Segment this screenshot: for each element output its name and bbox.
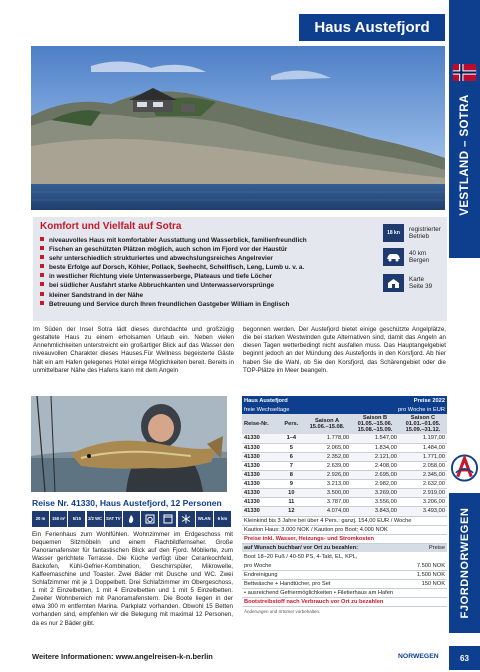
fish-facilities-row: • ausreichend Gefriermöglichkeiten • Filetierhaus am Hafen (242, 589, 447, 598)
table-row: 41330 8 2.926,00 2.695,00 2.345,00 (244, 472, 445, 479)
price-year: Preise 2022 (303, 396, 447, 405)
shop-distance-icon: 6 km (214, 511, 231, 527)
info-label: Karte Seite 39 (409, 276, 433, 290)
table-row: 41330 12 4.074,00 3.843,00 3.493,00 (244, 508, 445, 515)
info-label: 40 km Bergen (409, 250, 430, 264)
col-season-c: Saison C 01.01.–01.05. 15.09.–31.12. (399, 414, 447, 434)
bullet-icon (40, 282, 44, 286)
trip-description: Ein Ferienhaus zum Wohlfühlen. Wohnzimmer im Erdgeschoss mit bequemen Sitzmöbeln und einem Flachbildfernseher. Große Panoramafenster für fantastischen Blick auf den Fjord. Möblierte, zum Wasser gerichtete Terrasse. Die Küche verfügt über Cerankochfeld, Backofen, Kühl-Gefrier-Kombination, Geschirrspüler, Mikrowelle, Kaffeemaschine und Toaster. Zwei Bäder mit Dusche und WC. Zwei Schlafzimmer mit je 1 Doppelbett. Drei Schlafzimmer im Obergeschoss, 1 mit 2 Einzelbetten, 1 mit 4 Einzelbetten und 1 mit 5 Einzelbetten. Zweiter Wohnbereich mit Panoramafenstern. Die Boote liegen in der etwa 300 m entfernten Marina. Parkplatz vorhanden. Obwohl 15 Betten vorhanden sind, empfehlen wir die Belegung mit maximal 12 Personen, da es nur 2 Bäder gibt. (32, 531, 233, 627)
page-number: 63 (449, 646, 480, 670)
extras-header-row: auf Wunsch buchbar/ vor Ort zu bezahlen: Preise (244, 545, 445, 552)
info-map (383, 274, 432, 292)
kids-row: Kleinkind bis 3 Jahre bei über 4 Pers.: ganzj. 154,00 EUR / Woche (242, 516, 447, 525)
info-label: registrierter Betrieb (409, 226, 441, 240)
list-item: Fischen an geschützten Plätzen möglich, auch schon im Fjord vor der Haustür (40, 245, 307, 254)
map-house-icon (383, 274, 404, 292)
brand-sidebar (449, 493, 480, 633)
table-row: 41330 1–4 1.778,00 1.547,00 1.197,00 (244, 435, 445, 442)
table-row: 41330 10 3.500,00 3.269,00 2.919,00 (244, 490, 445, 497)
list-item: in westlicher Richtung viele Unterwasserberge, Plateaus und tiefe Löcher (40, 272, 307, 281)
page-title (299, 14, 445, 41)
table-row: 41330 5 2.065,00 1.834,00 1.484,00 (244, 444, 445, 451)
col-pers: Pers. (280, 414, 304, 434)
page-title-text: Haus Austefjord (314, 19, 430, 36)
feature-title: Komfort und Vielfalt auf Sotra (40, 221, 182, 232)
body-text-col1: Im Süden der Insel Sotra lädt dieses durchdachte und großzügig gestaltete Haus zu einem erholsamen Urlaub ein. Neben vielen Annehmlichkeiten unterstreicht ein großartiger Blick auf das Wasser den niveauvollen Charakter dieses Hauses.Für Wellness begeisterte Gäste hält ein am Hafen gelegenes Hotel einige Möglichkeiten bereit. Bereits in unmittelbarer Nähe des Hafens kann mit dem Angeln (33, 326, 234, 374)
fuel-row: Bootstreibstoff nach Verbrauch vor Ort zu bezahlen (242, 598, 447, 607)
table-header-row (242, 405, 447, 414)
info-registered (383, 224, 441, 242)
list-item: niveauvolles Haus mit komfortabler Ausstattung und Wasserblick, familienfreundlich (40, 236, 307, 245)
bullet-icon (40, 237, 44, 241)
feature-list (40, 236, 307, 309)
bullet-icon (40, 292, 44, 296)
hero-photo (31, 46, 445, 210)
norway-flag-icon (452, 64, 477, 81)
region-sidebar (449, 0, 480, 258)
table-header-row (242, 396, 447, 405)
washing-machine-icon (141, 511, 158, 527)
boat-row: Boot 18–20 Fuß / 40-50 PS, 4-Takt, EL, KPL, (244, 553, 358, 560)
price-unit: pro Woche in EUR (303, 405, 447, 414)
col-nr: Reise-Nr. (242, 414, 280, 434)
fireplace-icon (123, 511, 140, 527)
arrival-days: freie Wechseltage (242, 405, 303, 414)
price-table (242, 396, 447, 616)
trip-title: Reise Nr. 41330, Haus Austefjord, 12 Personen (32, 498, 222, 508)
list-item: kleiner Sandstrand in der Nähe (40, 291, 307, 300)
footer-country: NORWEGEN (398, 653, 439, 660)
bullet-icon (40, 246, 44, 250)
footer-info: Weitere Informationen: www.angelreisen-k-n.berlin (32, 652, 213, 661)
sat-tv-icon: SAT TV (105, 511, 122, 527)
feature-box (33, 217, 447, 321)
bathrooms-icon: 2/2 WC (87, 511, 104, 527)
house-name: Haus Austefjord (242, 396, 303, 405)
price-rows (242, 434, 447, 516)
bullet-icon (40, 301, 44, 305)
bullet-icon (40, 273, 44, 277)
boat-price-row: pro Woche 7.500 NOK (244, 562, 445, 569)
angler-photo (31, 396, 227, 492)
column-header-row (242, 414, 447, 434)
freezer-icon (178, 511, 195, 527)
table-row: 41330 6 2.352,00 2.121,00 1.771,00 (244, 453, 445, 460)
col-season-a: Saison A 15.06.–15.08. (303, 414, 351, 434)
list-item: bei südlicher Ausfahrt starke Abbruchkanten und Unterwasservorsprünge (40, 281, 307, 290)
registered-operator-icon: 18 kn (383, 224, 404, 242)
table-row: 41330 7 2.639,00 2.408,00 2.058,00 (244, 463, 445, 470)
cleaning-row: Endreinigung 1.500 NOK (244, 572, 445, 579)
amenity-icons (32, 511, 232, 527)
col-season-b: Saison B 01.05.–15.06. 15.08.–15.09. (351, 414, 399, 434)
list-item: beste Erfolge auf Dorsch, Köhler, Pollack, Seehecht, Schellfisch, Leng, Lumb u. v. a. (40, 263, 307, 272)
angelreisen-logo-icon (450, 453, 479, 483)
deposit-row: Kaution Haus: 3.000 NOK / Kaution pro Boot: 4.000 NOK (242, 525, 447, 534)
dishwasher-icon (159, 511, 176, 527)
distance-water-icon: 20 m (32, 511, 49, 527)
included-row: Preise inkl. Wasser, Heizungs- und Stromkosten (242, 534, 447, 543)
linen-row: Bettwäsche + Handtücher, pro Set 150 NOK (244, 581, 445, 588)
note-row: Änderungen und Irrtümer vorbehalten. (244, 609, 321, 615)
car-distance-icon (383, 248, 404, 266)
brand-label: FJORDNORWEGEN (458, 507, 471, 619)
wifi-icon: WLAN (196, 511, 213, 527)
list-item: Betreuung und Service durch Ihren freundlichen Gastgeber William in Englisch (40, 300, 307, 309)
bullet-icon (40, 264, 44, 268)
body-text-col2: begonnen werden. Der Austefjord bietet einige geschützte Angelplätze, die bei starken Westwinden gute Alternativen sind, damit das Angeln an diesen Tagen wetterbedingt nicht ausfallen muss. Das Hauptangelgebiet beginnt jedoch an der Mündung des Austefjords in den Korsfjord. Ab hier haben Sie die Wahl, ob Sie den Korsfjord, das Schärengebiet oder die TOP-Plätze im Meer beangeln. (243, 326, 446, 374)
bedrooms-icon: 5/15 (68, 511, 85, 527)
table-row: 41330 9 3.213,00 2.982,00 2.632,00 (244, 481, 445, 488)
info-distance (383, 248, 429, 266)
table-row: 41330 11 3.787,00 3.556,00 3.206,00 (244, 499, 445, 506)
bullet-icon (40, 255, 44, 259)
list-item: sehr unterschiedlich strukturiertes und abwechslungsreiches Angelrevier (40, 254, 307, 263)
region-label: VESTLAND – SOTRA (458, 94, 471, 216)
living-area-icon: 150 m² (50, 511, 67, 527)
